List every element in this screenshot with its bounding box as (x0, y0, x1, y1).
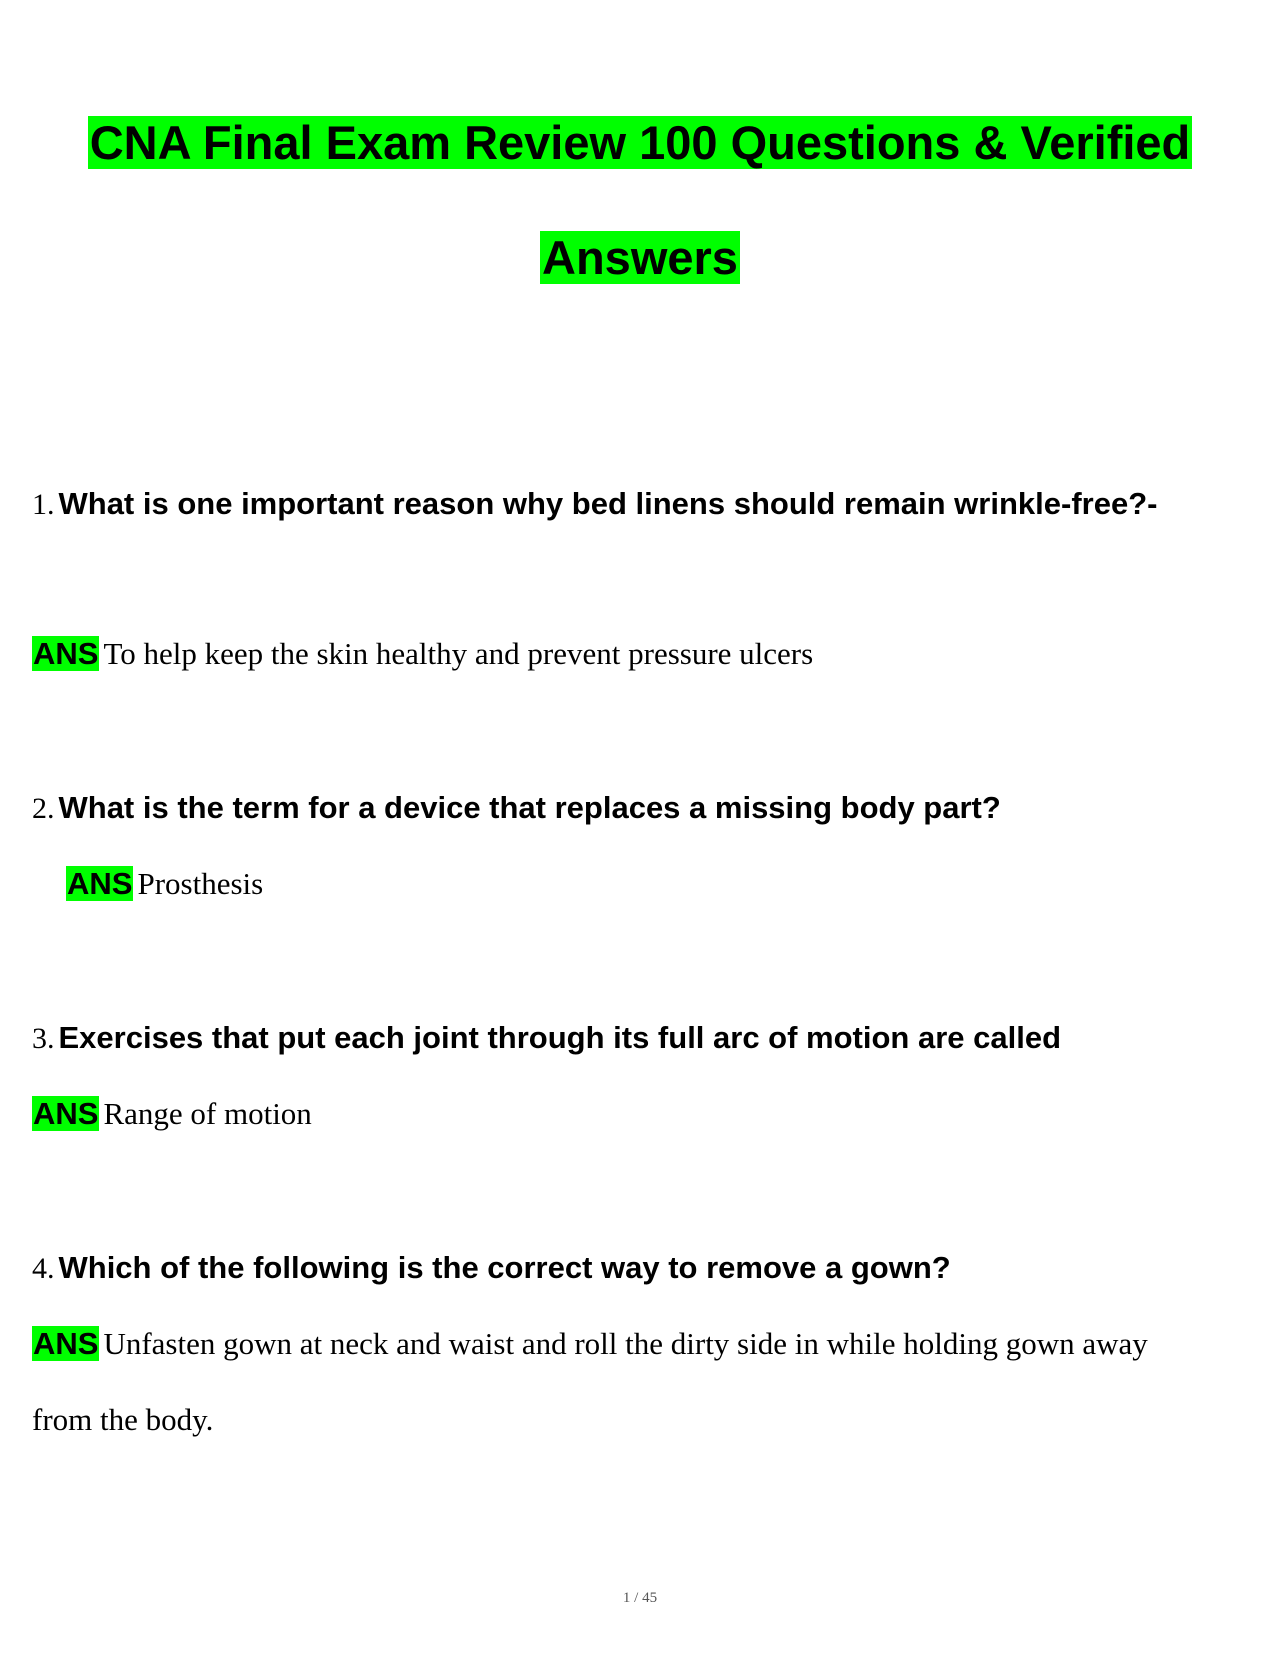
question-number: 3. (32, 1022, 55, 1055)
question-1 (32, 486, 1157, 522)
document-title-line-2 (0, 229, 1280, 287)
answer-4-continued: from the body. (32, 1402, 214, 1437)
answer-tag: ANS (33, 1326, 99, 1361)
question-number: 4. (32, 1252, 55, 1285)
title-highlight: CNA Final Exam Review 100 Questions & Verified (89, 116, 1191, 169)
question-text: Exercises that put each joint through its full arc of motion are called (58, 1020, 1062, 1055)
document-title-line-1 (0, 114, 1280, 172)
answer-3 (32, 1096, 312, 1132)
question-number: 1. (32, 488, 55, 521)
question-text: Which of the following is the correct way to remove a gown? (58, 1250, 951, 1285)
answer-tag: ANS (33, 1096, 99, 1131)
answer-1 (32, 636, 813, 672)
question-text: What is one important reason why bed linens should remain wrinkle-free?- (58, 486, 1158, 521)
question-text: What is the term for a device that replaces a missing body part? (58, 790, 1001, 825)
answer-text: To help keep the skin healthy and prevent pressure ulcers (103, 636, 814, 671)
question-number: 2. (32, 792, 55, 825)
answer-2 (66, 866, 263, 902)
answer-tag: ANS (67, 866, 133, 901)
page-indicator: 1 / 45 (622, 1590, 658, 1606)
answer-text: Range of motion (103, 1096, 312, 1131)
answer-tag: ANS (33, 636, 99, 671)
question-4 (32, 1250, 951, 1286)
title-highlight: Answers (542, 231, 738, 284)
answer-4 (32, 1326, 1148, 1362)
answer-text: Unfasten gown at neck and waist and roll the dirty side in while holding gown away (103, 1326, 1148, 1361)
answer-text: Prosthesis (137, 866, 264, 901)
question-3 (32, 1020, 1061, 1056)
question-2 (32, 790, 1001, 826)
